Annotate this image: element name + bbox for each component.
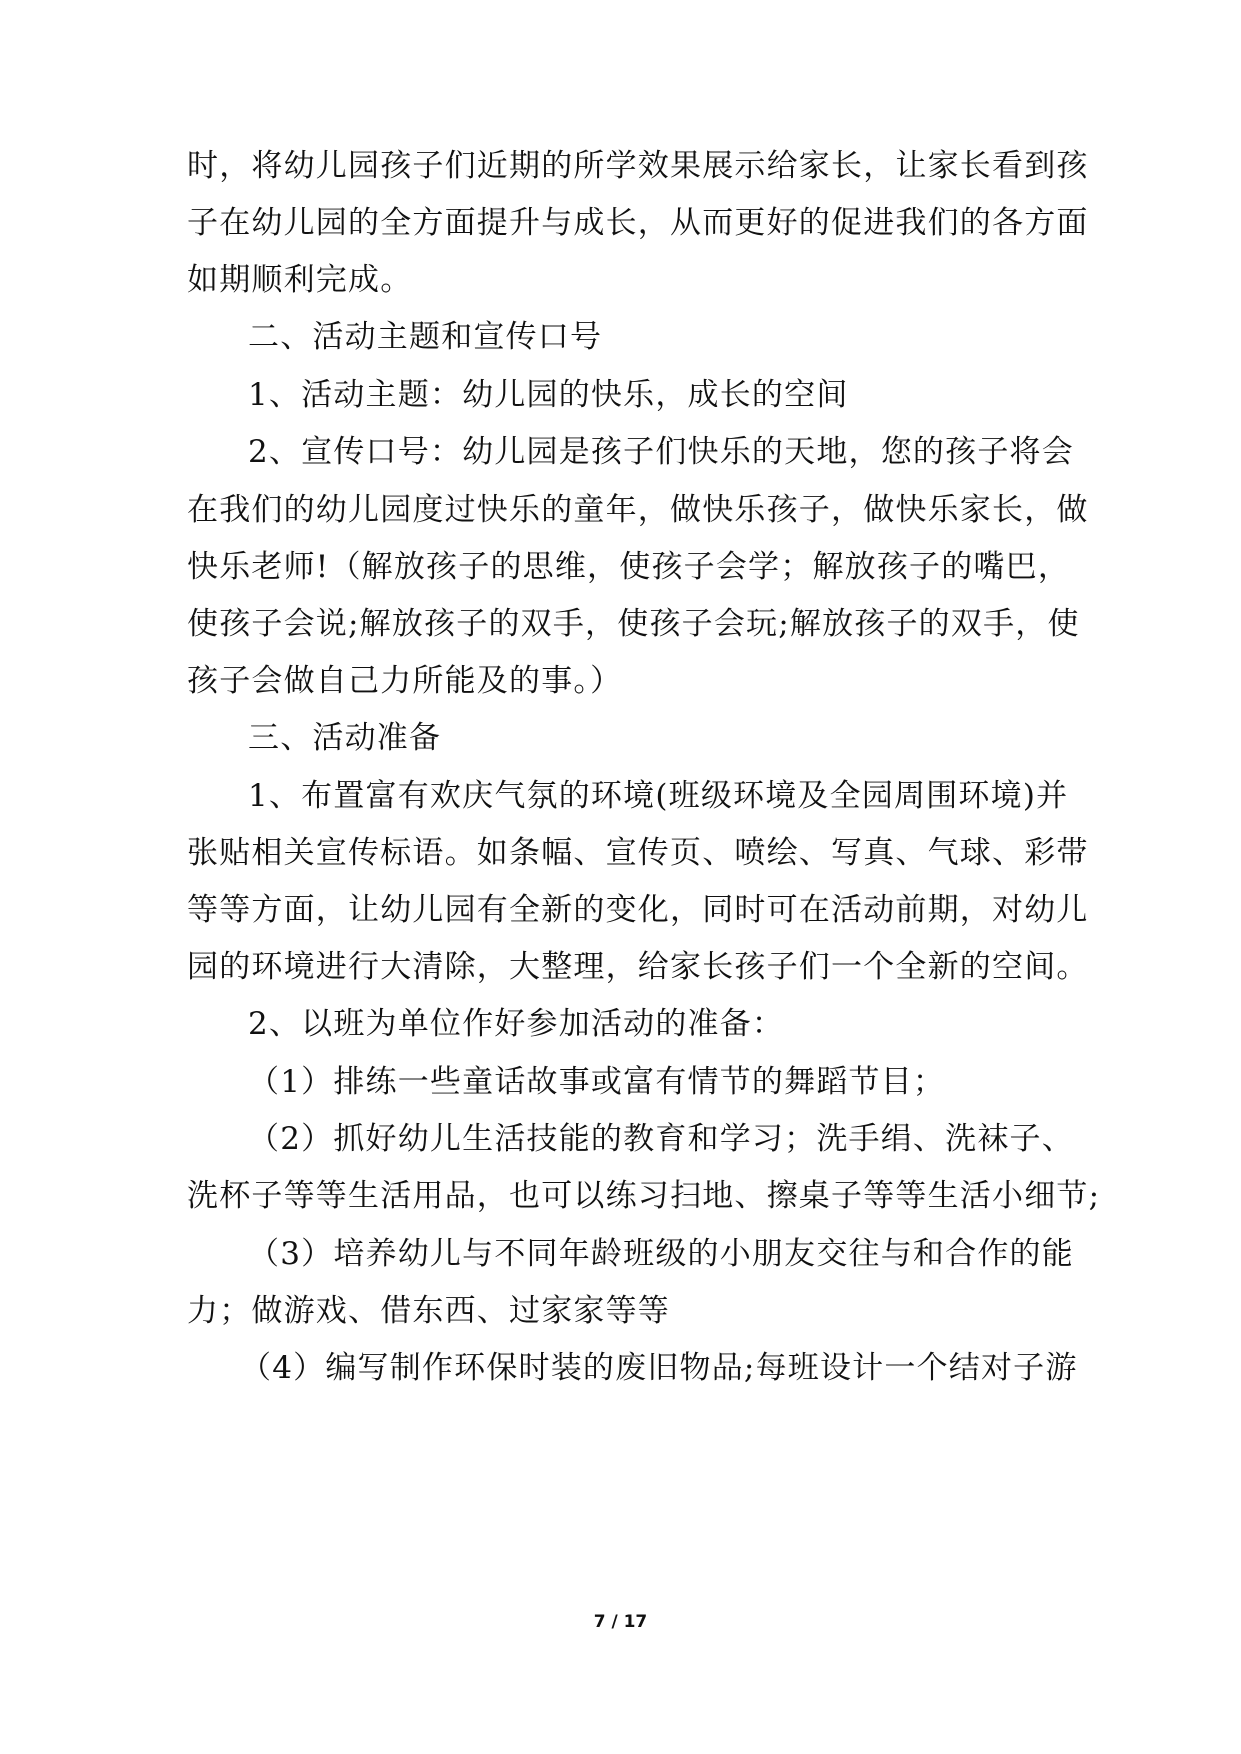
paragraph-line: 张贴相关宣传标语。如条幅、宣传页、喷绘、写真、气球、彩带: [187, 835, 1089, 871]
paragraph-line: 2、宣传口号：幼儿园是孩子们快乐的天地，您的孩子将会: [248, 434, 1074, 470]
section-heading: 三、活动准备: [248, 720, 442, 756]
paragraph-line: 2、以班为单位作好参加活动的准备：: [248, 1006, 785, 1042]
paragraph-line: 1、活动主题：幼儿园的快乐，成长的空间: [248, 377, 849, 413]
paragraph-line: 等等方面，让幼儿园有全新的变化，同时可在活动前期，对幼儿: [187, 892, 1089, 928]
paragraph-line: 在我们的幼儿园度过快乐的童年，做快乐孩子，做快乐家长，做: [187, 492, 1089, 528]
list-item: （4）编写制作环保时装的废旧物品;每班设计一个结对子游: [240, 1350, 1078, 1386]
paragraph-line: 快乐老师!（解放孩子的思维，使孩子会学；解放孩子的嘴巴，: [187, 549, 1071, 585]
paragraph-line: 园的环境进行大清除，大整理，给家长孩子们一个全新的空间。: [187, 949, 1089, 985]
paragraph-line: 使孩子会说;解放孩子的双手，使孩子会玩;解放孩子的双手，使: [187, 606, 1080, 642]
list-item: （3）培养幼儿与不同年龄班级的小朋友交往与和合作的能: [248, 1236, 1074, 1272]
paragraph-line: 如期顺利完成。: [187, 262, 413, 298]
paragraph-line: 力；做游戏、借东西、过家家等等: [187, 1293, 670, 1329]
paragraph-line: 时，将幼儿园孩子们近期的所学效果展示给家长，让家长看到孩: [187, 148, 1089, 184]
paragraph-line: 子在幼儿园的全方面提升与成长，从而更好的促进我们的各方面: [187, 205, 1089, 241]
paragraph-line: 洗杯子等等生活用品，也可以练习扫地、擦桌子等等生活小细节;: [187, 1178, 1101, 1214]
list-item: （2）抓好幼儿生活技能的教育和学习；洗手绢、洗袜子、: [248, 1121, 1074, 1157]
section-heading: 二、活动主题和宣传口号: [248, 319, 603, 355]
paragraph-line: 1、布置富有欢庆气氛的环境(班级环境及全园周围环境)并: [248, 778, 1069, 814]
page-number: 7 / 17: [593, 1612, 648, 1632]
list-item: （1）排练一些童话故事或富有情节的舞蹈节目；: [248, 1064, 946, 1100]
paragraph-line: 孩子会做自己力所能及的事。）: [187, 663, 623, 699]
